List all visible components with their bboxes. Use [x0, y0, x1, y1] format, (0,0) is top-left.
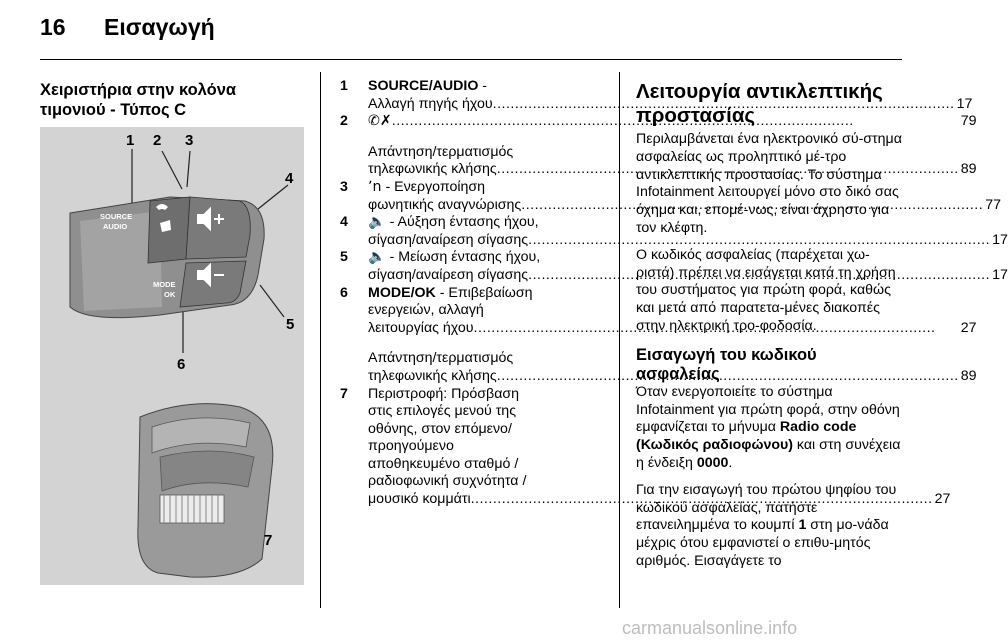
legend-number: 7 [340, 385, 348, 402]
page-reference: 89 [960, 367, 977, 384]
legend-item-3 [340, 178, 1001, 214]
thumb-wheel [160, 495, 224, 523]
page-header [40, 14, 215, 41]
legend-line: μουσικό κομμάτι ..... 27 [368, 491, 950, 509]
legend-line: ενεργειών, αλλαγή [368, 302, 484, 319]
paragraph-3: Όταν ενεργοποιείτε το σύστημα Infotainment για πρώτη φορά, στην οθόνη εμφανίζεται το μήνυμα Radio code (Κωδικός ραδιοφώνου) και στη συνέχεια η ένδειξη 0000. [636, 383, 901, 471]
page-reference: 17 [956, 95, 973, 112]
paragraph-4: Για την εισαγωγή του πρώτου ψηφίου του κωδικού ασφαλείας, πατήστε επανειλημμένα το κουμπί 1 στη μο-νάδα μέχρις ότου εμφανιστεί ο επιθυ-μητός αριθμός. Εισαγάγετε το [636, 481, 897, 569]
label-audio: AUDIO [103, 222, 128, 231]
control-icon: 🔈 [368, 214, 386, 231]
page-reference: 79 [960, 113, 977, 130]
page-reference: 77 [985, 196, 1001, 213]
callout-4: 4 [285, 170, 294, 187]
section-title: Λειτουργία αντικλεπτικής προστασίας [636, 80, 883, 127]
subsection-title: Εισαγωγή του κωδικού ασφαλείας [636, 345, 817, 383]
controls-illustration [40, 127, 304, 585]
legend-line: SOURCE/AUDIO - [368, 78, 488, 94]
callout-7: 7 [264, 532, 273, 549]
callout-5: 5 [286, 316, 295, 333]
control-icon: 🔈 [368, 249, 386, 266]
legend-number: 3 [340, 178, 348, 195]
paragraph-1: Περιλαμβάνεται ένα ηλεκτρονικό σύ-στημα ασφαλείας ως προληπτικό μέ-τρο αντικλεπτικής προστασίας. Το σύστημα Infotainment λειτουργεί μόνο στο δικό σας όχημα και, επομέ-νως, είναι άχρηστο για τον κλέφτη. [636, 131, 902, 236]
anti-theft-section [636, 80, 902, 580]
legend-line: οθόνης, στον επόμενο/ [368, 420, 512, 437]
page-title: Εισαγωγή [104, 14, 215, 40]
column-divider-1 [320, 72, 321, 608]
control-icon: ✆✗ [368, 113, 392, 130]
legend-line: αποθηκευμένο σταθμό / [368, 455, 519, 472]
header-rule [40, 59, 902, 60]
callout-6: 6 [177, 356, 186, 373]
steering-column-controls-figure [40, 127, 304, 585]
legend-number: 1 [340, 78, 348, 94]
legend-line: 🔈 - Αύξηση έντασης ήχου, [368, 214, 539, 231]
legend-line: Απάντηση/τερματισμός [368, 350, 514, 367]
page-reference: 27 [960, 319, 977, 336]
label-source: SOURCE [100, 212, 133, 221]
legend-line: Απάντηση/τερματισμός [368, 143, 514, 160]
callout-2: 2 [153, 132, 162, 149]
page-reference: 17 [992, 231, 1008, 248]
legend-line: στις επιλογές μενού της [368, 403, 517, 420]
legend-line: τηλεφωνικής κλήσης ..... 89 [368, 368, 977, 386]
legend-line: λειτουργίας ήχου ..... 27 [368, 320, 977, 338]
page-number: 16 [40, 14, 66, 40]
legend-item-2 [340, 113, 977, 179]
watermark: carmanualsonline.info [622, 618, 798, 638]
paragraph-2: Ο κωδικός ασφαλείας (παρέχεται χω-ριστά) πρέπει να εισάγεται κατά τη χρήση του συστήματος για πρώτη φορά, καθώς και μετά από παρατετα-μένες διακοπές στην ηλεκτρική τρο-φοδοσία. [636, 246, 896, 334]
legend-line: τηλεφωνικής κλήσης ..... 89 [368, 161, 977, 179]
label-mode: MODE [153, 280, 176, 289]
control-icon: ʼn [368, 178, 382, 195]
legend-line: Περιστροφή: Πρόσβαση [368, 385, 520, 402]
legend-number: 4 [340, 214, 348, 231]
legend-line: 🔈 - Μείωση έντασης ήχου, [368, 249, 541, 266]
legend-line: σίγαση/αναίρεση σίγασης ..... 17 [368, 232, 1008, 250]
page-reference: 89 [960, 161, 977, 178]
legend-item-5 [340, 249, 1008, 284]
legend-line: ραδιοφωνική συχνότητα / [368, 473, 527, 490]
legend-number: 5 [340, 249, 348, 266]
callout-3: 3 [185, 132, 194, 149]
callout-1: 1 [126, 132, 135, 149]
legend-number: 6 [340, 284, 348, 301]
legend-item-4 [340, 214, 1008, 249]
legend-line: Αλλαγή πηγής ήχου ..... 17 [368, 96, 972, 114]
legend-line: MODE/OK - Επιβεβαίωση [368, 284, 533, 301]
page-reference: 17 [992, 266, 1008, 283]
page-reference: 27 [934, 491, 951, 508]
legend-number: 2 [340, 113, 348, 130]
legend-line: φωνητικής αναγνώρισης ..... 77 [368, 197, 1001, 215]
legend-line: ʼn - Ενεργοποίηση [368, 178, 486, 195]
label-ok: OK [164, 290, 176, 299]
legend-line: σίγαση/αναίρεση σίγασης ..... 17 [368, 267, 1008, 285]
controls-heading: Χειριστήρια στην κολόνα τιμονιού - Τύπος C [40, 81, 237, 119]
legend-line: προηγούμενο [368, 438, 454, 455]
